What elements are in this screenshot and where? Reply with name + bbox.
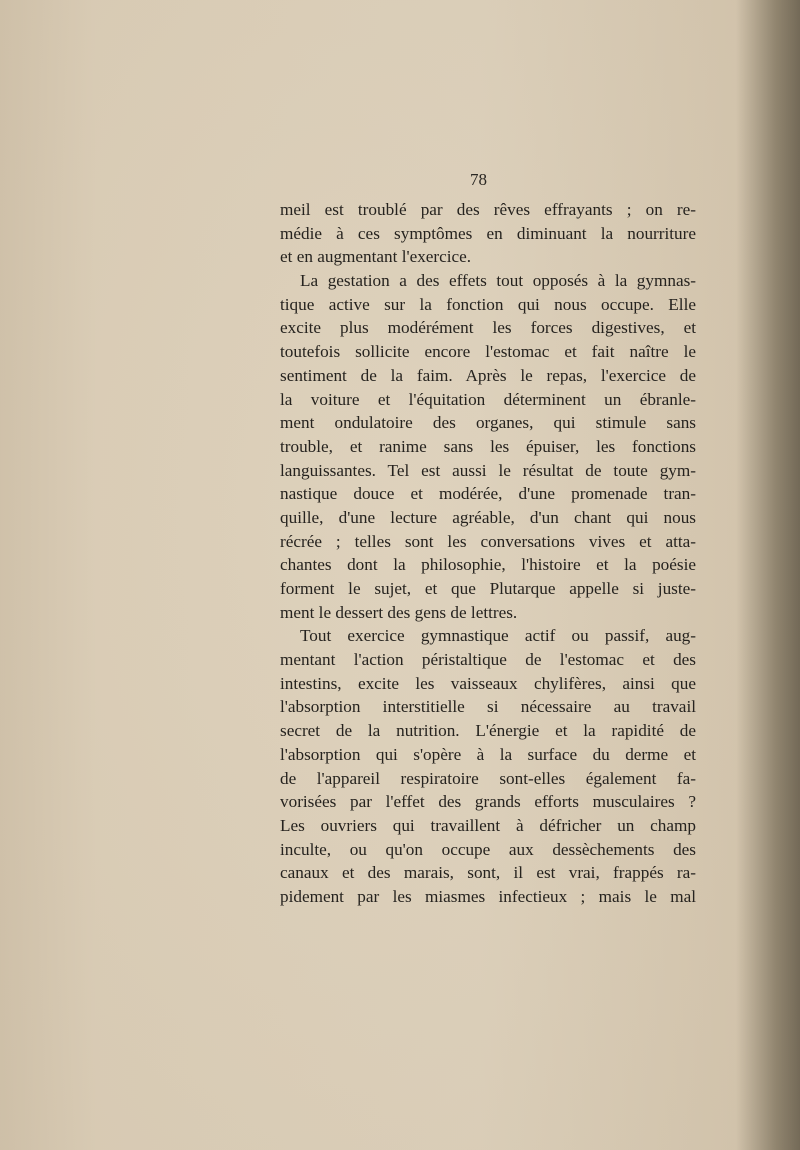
text-line: tique active sur la fonction qui nous occupe. Elle: [280, 294, 696, 314]
text-line: Les ouvriers qui travaillent à défricher un champ: [280, 815, 696, 835]
text-line: excite plus modérément les forces digestives, et: [280, 318, 696, 338]
text-line: Tout exercice gymnastique actif ou passif, aug-: [300, 626, 696, 646]
text-line: ment ondulatoire des organes, qui stimule sans: [280, 413, 696, 433]
text-line: de l'appareil respiratoire sont-elles également fa-: [280, 768, 696, 788]
text-line: quille, d'une lecture agréable, d'un chant qui nous: [280, 507, 696, 527]
text-line: l'absorption qui s'opère à la surface du derme et: [280, 744, 696, 764]
text-line: mentant l'action péristaltique de l'estomac et des: [280, 650, 696, 670]
text-line: chantes dont la philosophie, l'histoire et la poésie: [280, 555, 696, 575]
page-number: 78: [470, 170, 487, 189]
text-line: forment le sujet, et que Plutarque appelle si juste-: [280, 579, 696, 598]
text-line: secret de la nutrition. L'énergie et la rapidité de: [280, 721, 696, 741]
text-line: La gestation a des effets tout opposés à la gymnas-: [300, 271, 696, 291]
text-line: la voiture et l'équitation déterminent un ébranle-: [280, 389, 696, 409]
text-line: pidement par les miasmes infectieux ; mais le mal: [280, 886, 696, 906]
text-line: médie à ces symptômes en diminuant la nourriture: [280, 223, 696, 243]
text-line: toutefois sollicite encore l'estomac et fait naître le: [280, 342, 696, 362]
text-line: canaux et des marais, sont, il est vrai, frappés ra-: [280, 863, 696, 883]
text-line: vorisées par l'effet des grands efforts musculaires ?: [280, 792, 696, 812]
text-line: et en augmentant l'exercice.: [280, 247, 472, 267]
text-line: l'absorption interstitielle si nécessaire au travail: [280, 697, 696, 717]
text-line: sentiment de la faim. Après le repas, l'exercice de: [280, 365, 696, 385]
text-line: languissantes. Tel est aussi le résultat de toute gym-: [280, 460, 696, 480]
text-line: nastique douce et modérée, d'une promenade tran-: [280, 484, 696, 504]
text-line: ment le dessert des gens de lettres.: [280, 602, 518, 622]
text-line: intestins, excite les vaisseaux chylifères, ainsi que: [280, 673, 696, 693]
text-line: meil est troublé par des rêves effrayants ; on re-: [280, 200, 696, 219]
text-line: inculte, ou qu'on occupe aux dessèchements des: [280, 839, 696, 859]
text-line: trouble, et ranime sans les épuiser, les fonctions: [280, 436, 696, 456]
body-text: [280, 198, 696, 909]
text-line: récrée ; telles sont les conversations vives et atta-: [280, 531, 696, 551]
